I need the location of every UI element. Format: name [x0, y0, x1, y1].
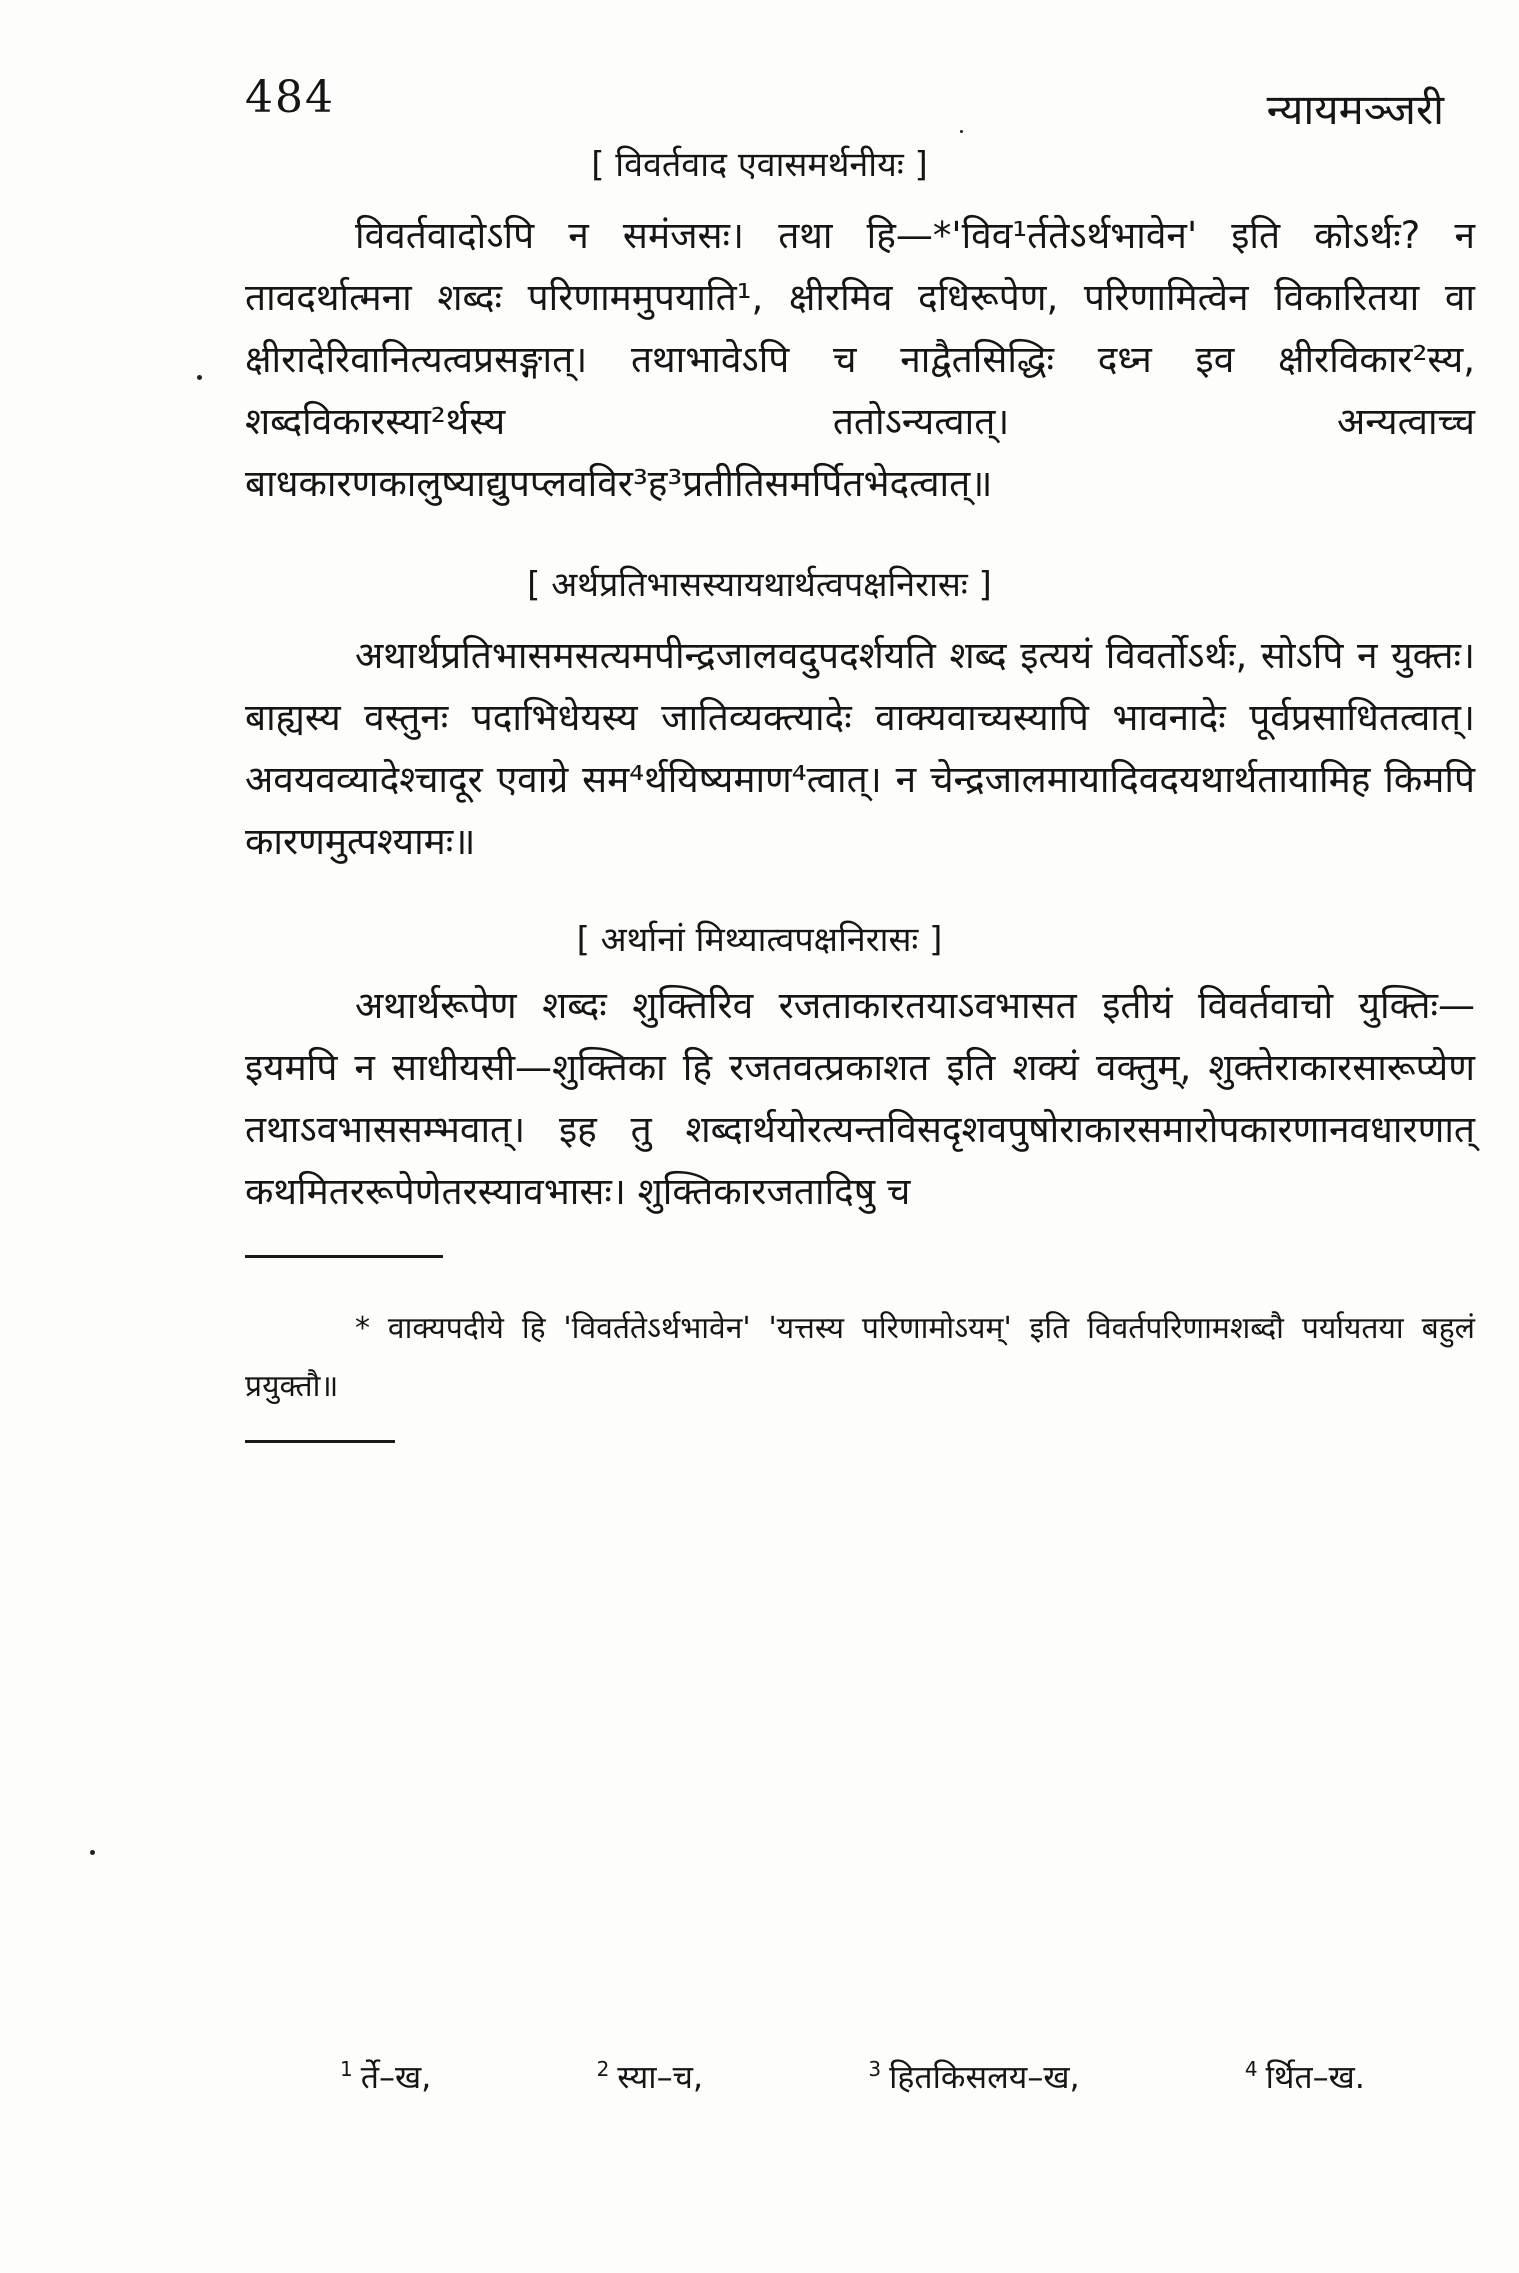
- running-head: न्यायमञ्जरी: [1266, 85, 1444, 134]
- variant-note: $^1$ र्ते–ख,: [340, 2057, 432, 2096]
- variant-note: $^3$ हितकिसलय–ख,: [868, 2057, 1080, 2096]
- variant-note: $^2$ स्या–च,: [596, 2057, 704, 2096]
- paragraph-text: विवर्तवादोऽपि न समंजसः। तथा हि—*'विव¹र्ततेऽर्थभावेन' इति कोऽर्थः? न तावदर्थात्मना शब्दः परिणाममुपयाति¹, क्षीरमिव दधिरूपेण, परिणामित्वेन विकारितया वा क्षीरादेरिवानित्यत्वप्रसङ्गात्। तथाभावेऽपि च नाद्वैतसिद्धिः दध्न इव क्षीरविकार²स्य, शब्दविकारस्या²र्थस्य ततोऽन्यत्वात्। अन्यत्वाच्च बाधकारणकालुष्याद्युपप्लवविर³ह³प्रतीतिसमर्पितभेदत्वात्॥: [245, 214, 1475, 505]
- footnote-star: [245, 1300, 1475, 1416]
- variant-notes: [245, 2055, 1475, 2098]
- section-heading-3: [ अर्थानां मिथ्यात्वपक्षनिरासः ]: [576, 920, 943, 960]
- scan-speck: [960, 130, 963, 133]
- footnote-rule: [245, 1255, 443, 1258]
- variant-note: $^4$ र्थित–ख.: [1244, 2057, 1365, 2096]
- variant-notes-rule: [245, 1440, 395, 1443]
- scan-speck: [90, 1850, 95, 1855]
- paragraph-text: अथार्थरूपेण शब्दः शुक्तिरिव रजताकारतयाऽवभासत इतीयं विवर्तवाचो युक्तिः—इयमपि न साधीयसी—शुक्तिका हि रजतवत्प्रकाशत इति शक्यं वक्तुम्, शुक्तेराकारसारूप्येण तथाऽवभाससम्भवात्। इह तु शब्दार्थयोरत्यन्तविसदृशवपुषोराकारसमारोपकारणानवधारणात् कथमितररूपेणेतरस्यावभासः। शुक्तिकारजतादिषु च: [245, 984, 1475, 1213]
- page-number: 484: [245, 72, 335, 123]
- paragraph-text: अथार्थप्रतिभासमसत्यमपीन्द्रजालवदुपदर्शयति शब्द इत्ययं विवर्तोऽर्थः, सोऽपि न युक्तः। बाह्यस्य वस्तुनः पदाभिधेयस्य जातिव्यक्त्यादेः वाक्यवाच्यस्यापि भावनादेः पूर्वप्रसाधितत्वात्। अवयवव्यादेश्चादूर एवाग्रे सम⁴र्थयिष्यमाण⁴त्वात्। न चेन्द्रजालमायादिवदयथार्थतायामिह किमपि कारणमुत्पश्यामः॥: [245, 634, 1475, 863]
- scan-speck: [197, 375, 202, 380]
- section-paragraph-1: [245, 205, 1475, 515]
- section-paragraph-2: [245, 625, 1475, 873]
- section-paragraph-3: [245, 975, 1475, 1223]
- section-heading-1: [ विवर्तवाद एवासमर्थनीयः ]: [591, 145, 928, 185]
- section-heading-2: [ अर्थप्रतिभासस्यायथार्थत्वपक्षनिरासः ]: [527, 565, 992, 605]
- footnote-text: * वाक्यपदीये हि 'विवर्ततेऽर्थभावेन' 'यत्तस्य परिणामोऽयम्' इति विवर्तपरिणामशब्दौ पर्यायतया बहुलं प्रयुक्तौ॥: [245, 1311, 1475, 1404]
